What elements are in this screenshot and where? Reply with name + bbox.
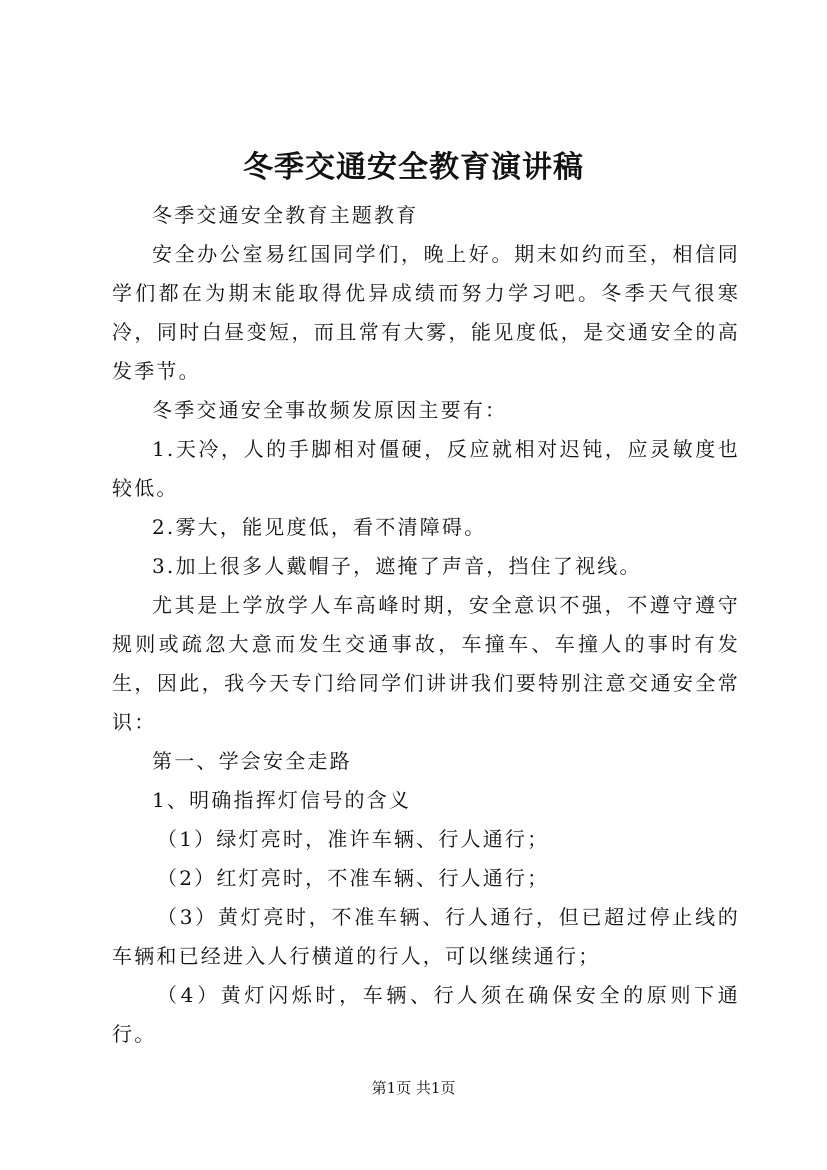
paragraph-greeting: 安全办公室易红国同学们，晚上好。期末如约而至，相信同学们都在为期末能取得优异成绩而努力学习吧。冬季天气很寒冷，同时白昼变短，而且常有大雾，能见度低，是交通安全的高发季节。	[112, 242, 740, 383]
paragraph-green-light: （1）绿灯亮时，准许车辆、行人通行；	[157, 827, 550, 851]
page-number-footer: 第1页 共1页	[371, 1079, 456, 1097]
paragraph-signal-heading: 1、明确指挥灯信号的含义	[152, 788, 412, 812]
paragraph-cause-2: 2.雾大，能见度低，看不清障碍。	[152, 515, 487, 539]
document-body	[112, 196, 740, 1054]
paragraph-red-light: （2）红灯亮时，不准车辆、行人通行；	[157, 866, 550, 890]
paragraph-yellow-light: （3）黄灯亮时，不准车辆、行人通行，但已超过停止线的车辆和已经进入人行横道的行人，可以继续通行；	[112, 905, 740, 968]
paragraph-causes-heading: 冬季交通安全事故频发原因主要有：	[152, 398, 508, 422]
paragraph-subtitle: 冬季交通安全教育主题教育	[152, 203, 419, 227]
document-title: 冬季交通安全教育演讲稿	[243, 150, 584, 185]
paragraph-yellow-flash: （4）黄灯闪烁时，车辆、行人须在确保安全的原则下通行。	[112, 983, 740, 1046]
paragraph-cause-1: 1.天冷，人的手脚相对僵硬，反应就相对迟钝，应灵敏度也较低。	[112, 437, 740, 500]
paragraph-cause-3: 3.加上很多人戴帽子，遮掩了声音，挡住了视线。	[152, 554, 642, 578]
paragraph-section-1: 第一、学会安全走路	[152, 749, 352, 773]
paragraph-peak-hours: 尤其是上学放学人车高峰时期，安全意识不强，不遵守遵守规则或疏忽大意而发生交通事故，车撞车、车撞人的事时有发生，因此，我今天专门给同学们讲讲我们要特别注意交通安全常识：	[112, 593, 740, 734]
